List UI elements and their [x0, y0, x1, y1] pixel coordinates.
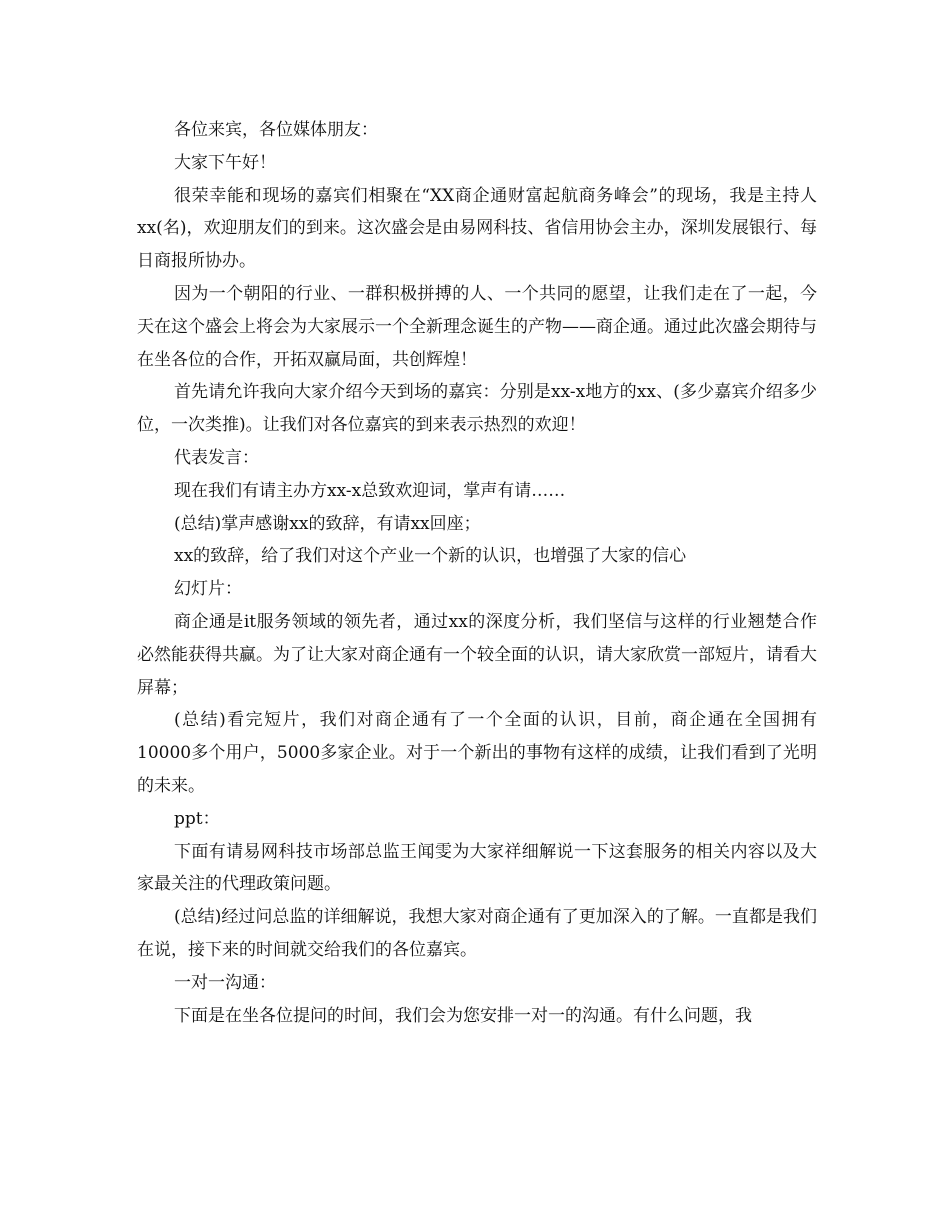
- paragraph-ppt-summary: (总结)经过问总监的详细解说，我想大家对商企通有了更加深入的了解。一直都是我们在说，接下来的时间就交给我们的各位嘉宾。: [137, 907, 817, 960]
- document-body: [137, 114, 817, 1032]
- section-heading-one-on-one: 一对一沟通：: [174, 972, 276, 993]
- paragraph-industry: 因为一个朝阳的行业、一群积极拼搏的人、一个共同的愿望，让我们走在了一起，今天在这个盛会上将会为大家展示一个全新理念诞生的产物——商企通。通过此次盛会期待与在坐各位的合作，开拓双赢局面，共创辉煌！: [137, 283, 817, 370]
- paragraph-speech-comment: xx的致辞，给了我们对这个产业一个新的认识，也增强了大家的信心: [174, 546, 687, 567]
- paragraph-greeting: 各位来宾，各位媒体朋友：: [174, 120, 378, 140]
- paragraph-opening: 很荣幸能和现场的嘉宾们相聚在“XX商企通财富起航商务峰会”的现场，我是主持人xx(名)，欢迎朋友们的到来。这次盛会是由易网科技、省信用协会主办，深圳发展银行、每日商报所协办。: [137, 185, 817, 272]
- section-heading-speech: 代表发言：: [174, 447, 259, 468]
- section-heading-ppt: ppt：: [174, 808, 220, 829]
- section-heading-slides: 幻灯片：: [174, 579, 242, 600]
- paragraph-slides-summary: (总结)看完短片，我们对商企通有了一个全面的认识，目前，商企通在全国拥有10000多个用户，5000多家企业。对于一个新出的事物有这样的成绩，让我们看到了光明的未来。: [137, 710, 817, 796]
- paragraph-welcome-speech: 现在我们有请主办方xx-x总致欢迎词，掌声有请……: [174, 480, 566, 501]
- paragraph-ppt-intro: 下面有请易网科技市场部总监王闻雯为大家祥细解说一下这套服务的相关内容以及大家最关注的代理政策问题。: [137, 841, 817, 895]
- paragraph-slides-intro: 商企通是it服务领域的领先者，通过xx的深度分析，我们坚信与这样的行业翘楚合作必然能获得共赢。为了让大家对商企通有一个较全面的认识，请大家欣赏一部短片，请看大屏幕；: [137, 611, 817, 698]
- paragraph-guests-intro: 首先请允许我向大家介绍今天到场的嘉宾：分别是xx-x地方的xx、(多少嘉宾介绍多少位，一次类推)。让我们对各位嘉宾的到来表示热烈的欢迎！: [137, 382, 817, 436]
- paragraph-one-on-one: 下面是在坐各位提问的时间，我们会为您安排一对一的沟通。有什么问题，我: [174, 1005, 752, 1026]
- paragraph-good-afternoon: 大家下午好！: [174, 152, 276, 173]
- paragraph-speech-summary: (总结)掌声感谢xx的致辞，有请xx回座；: [174, 513, 481, 534]
